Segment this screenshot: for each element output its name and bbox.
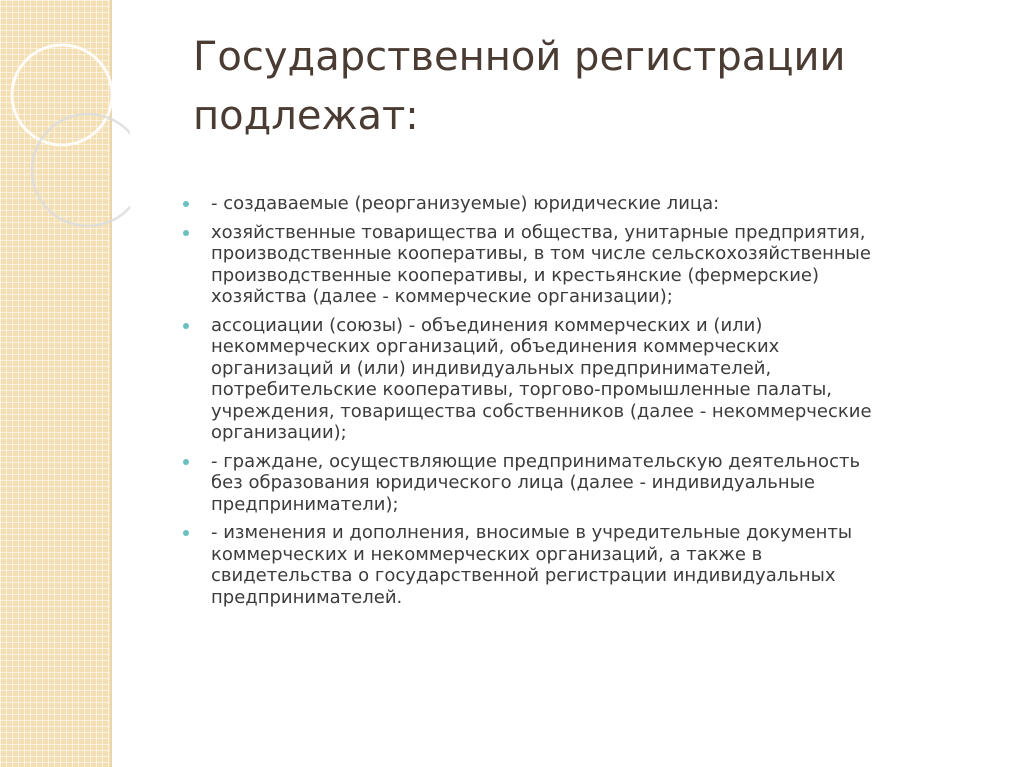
small-ring: [32, 114, 130, 226]
list-item: [183, 193, 983, 215]
item-text-line: предприниматели);: [211, 493, 399, 515]
title-line-2: подлежат:: [193, 93, 419, 139]
list-item: [183, 522, 983, 608]
item-text-line: хозяйственные товарищества и общества, унитарные предприятия,: [211, 221, 866, 243]
bullet-dot-icon: [183, 323, 189, 329]
item-text-line: без образования юридического лица (далее - индивидуальные: [211, 472, 815, 493]
item-text-line: производственные кооперативы, и крестьянские (фермерские): [211, 264, 819, 286]
bullet-dot-icon: [183, 201, 189, 207]
item-text-line: некоммерческих организаций, объединения коммерческих: [211, 336, 780, 357]
item-text-line: предпринимателей.: [211, 586, 403, 608]
item-text-line: ассоциации (союзы) - объединения коммерческих и (или): [211, 314, 763, 336]
item-text-line: производственные кооперативы, в том числе сельскохозяйственные: [211, 243, 871, 264]
bullet-dot-icon: [183, 530, 189, 536]
bullet-list: [183, 193, 983, 615]
item-text-line: организаций и (или) индивидуальных предпринимателей,: [211, 357, 772, 379]
item-text-line: хозяйства (далее - коммерческие организации);: [211, 286, 673, 307]
list-item: [183, 222, 983, 308]
item-text-line: организации);: [211, 422, 347, 443]
slide-title: [193, 28, 973, 146]
decorative-rings: [0, 0, 130, 260]
item-text-line: коммерческих и некоммерческих организаций, а также в: [211, 543, 763, 565]
item-text-line: - создаваемые (реорганизуемые) юридические лица:: [211, 193, 720, 214]
title-line-1: Государственной регистрации: [193, 34, 846, 80]
large-ring: [12, 45, 112, 145]
list-item: [183, 451, 983, 516]
item-text-line: - граждане, осуществляющие предпринимательскую деятельность: [211, 450, 861, 472]
bullet-dot-icon: [183, 459, 189, 465]
item-text-line: - изменения и дополнения, вносимые в учредительные документы: [211, 522, 853, 543]
item-text-line: потребительские кооперативы, торгово-промышленные палаты,: [211, 379, 832, 400]
item-text-line: свидетельства о государственной регистрации индивидуальных: [211, 565, 836, 586]
list-item: [183, 315, 983, 444]
item-text-line: учреждения, товарищества собственников (далее - некоммерческие: [211, 400, 872, 422]
bullet-dot-icon: [183, 230, 189, 236]
